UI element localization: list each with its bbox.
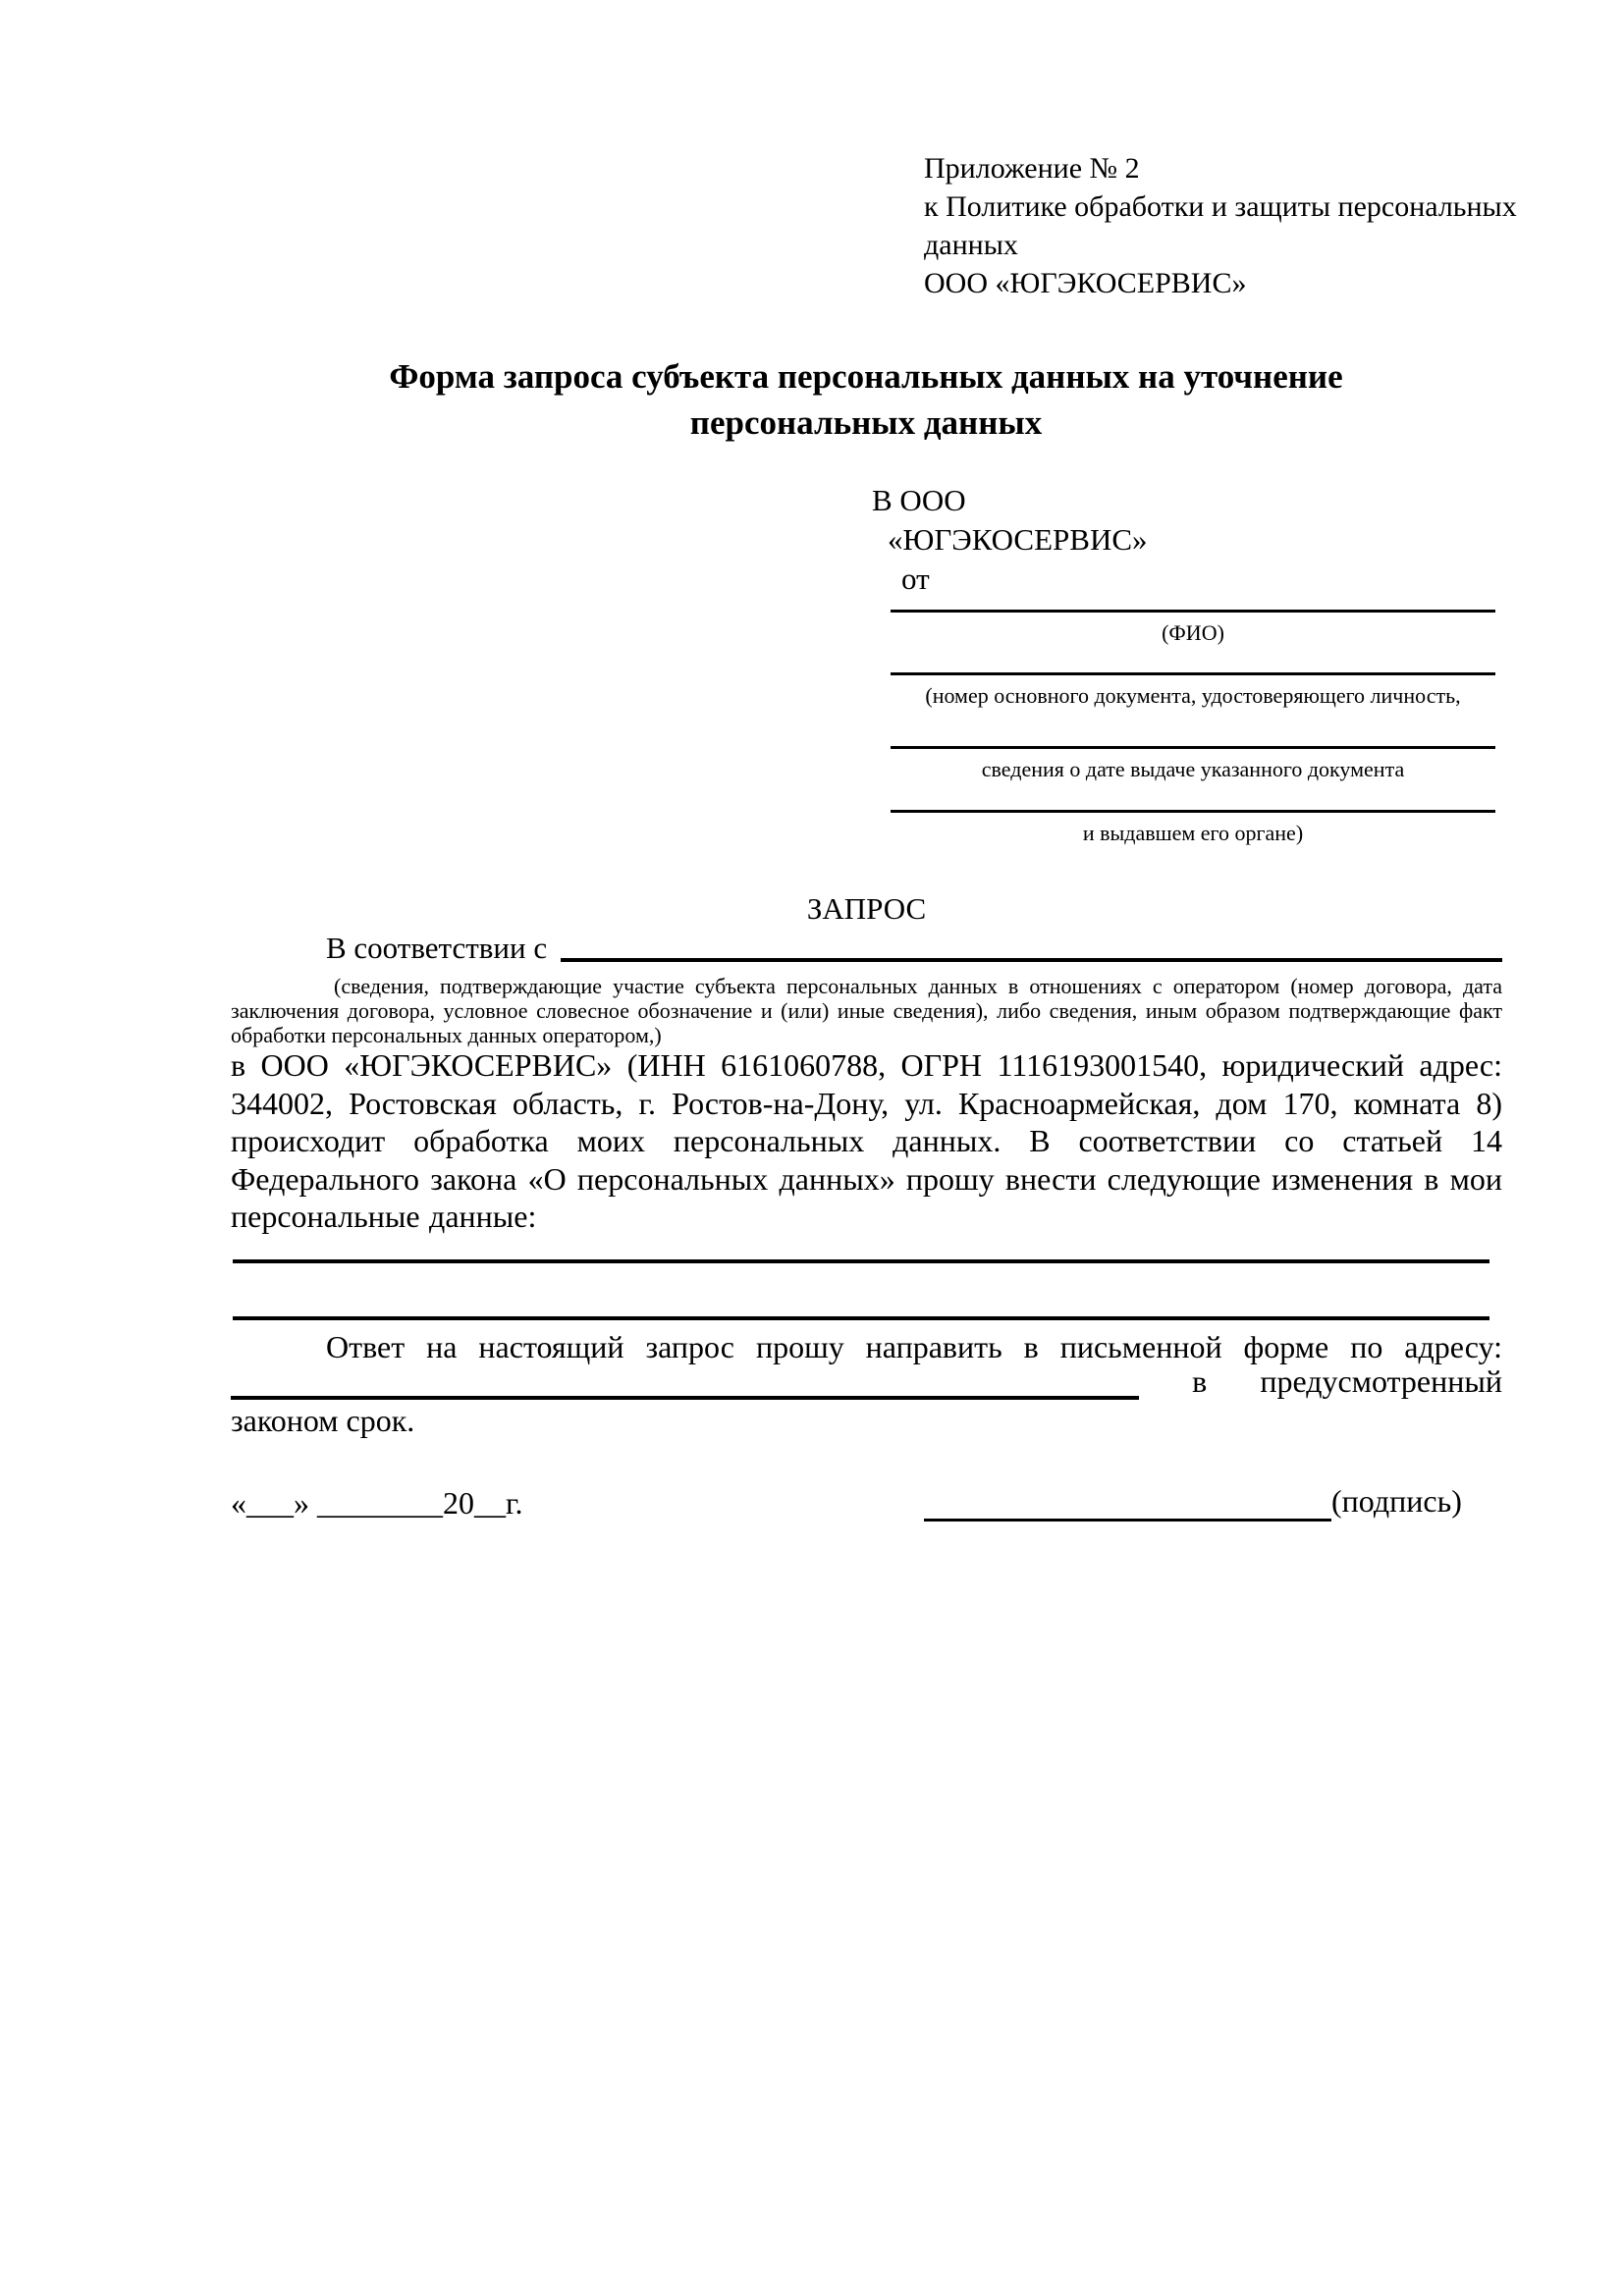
reply-word-predusmotrennyy: предусмотренный: [1260, 1363, 1502, 1399]
reply-paragraph-line-3: законом срок.: [231, 1403, 415, 1438]
reply-paragraph-line-1: Ответ на настоящий запрос прошу направить в письменной форме по адресу:: [326, 1329, 1502, 1364]
signature-line: [924, 1483, 1331, 1522]
fill-in-caption-issuing-authority: и выдавшем его органе): [1082, 821, 1304, 845]
fill-in-line-issuing-authority: [891, 810, 1495, 813]
fill-in-line-basis: [561, 929, 1502, 962]
request-heading: ЗАПРОС: [806, 891, 927, 926]
fill-in-line-document-number: [891, 672, 1495, 675]
recipient-to-prefix: В ООО: [872, 483, 966, 517]
recipient-block: [872, 481, 1148, 599]
signature-block: [924, 1480, 1462, 1522]
intro-row: [231, 929, 1502, 968]
reply-paragraph-line-2: [231, 1362, 1502, 1400]
basis-footnote: (сведения, подтверждающие участие субъекта персональных данных в отношениях с оператором (номер договора, дата заключения договора, условное словесное обозначение и (или) иные сведения), либо сведения, иным образом подтверждающие факт обработки персональных данных оператором,): [231, 974, 1502, 1047]
fill-in-caption-issue-date: сведения о дате выдаче указанного документа: [981, 757, 1405, 781]
appendix-header-line-2: к Политике обработки и защиты персональных: [924, 190, 1517, 223]
fill-in-line-changes-2: [233, 1316, 1489, 1320]
appendix-header: [924, 149, 1517, 302]
recipient-org-name: «ЮГЭКОСЕРВИС»: [888, 522, 1148, 557]
signature-caption: (подпись): [1331, 1483, 1462, 1519]
body-paragraph: в ООО «ЮГЭКОСЕРВИС» (ИНН 6161060788, ОГРН 1116193001540, юридический адрес: 344002, Ростовская область, г. Ростов-на-Дону, ул. Красноармейская, дом 170, комната 8) происходит обработка моих персональных данных. В соответствии со статьей 14 Федерального закона «О персональных данных» прошу внести следующие изменения в мои персональные данные:: [231, 1047, 1502, 1234]
recipient-from-label: от: [901, 561, 930, 596]
appendix-header-line-3: данных: [924, 229, 1018, 261]
appendix-header-line-1: Приложение № 2: [924, 152, 1140, 185]
document-title: Форма запроса субъекта персональных данных на уточнение персональных данных: [389, 357, 1343, 442]
appendix-header-line-4: ООО «ЮГЭКОСЕРВИС»: [924, 267, 1247, 299]
fill-in-caption-fio: (ФИО): [1162, 620, 1224, 645]
reply-word-v: в: [1192, 1363, 1208, 1399]
fill-in-line-changes-1: [233, 1259, 1489, 1263]
signature-date-blank: «___» ________20__г.: [231, 1485, 523, 1521]
fill-in-caption-document-number: (номер основного документа, удостоверяющего личность,: [925, 683, 1461, 708]
fill-in-line-issue-date: [891, 746, 1495, 749]
fill-in-line-fio: [891, 610, 1495, 613]
fill-in-line-address: [231, 1366, 1139, 1400]
intro-prefix-text: В соответствии с: [326, 931, 548, 965]
